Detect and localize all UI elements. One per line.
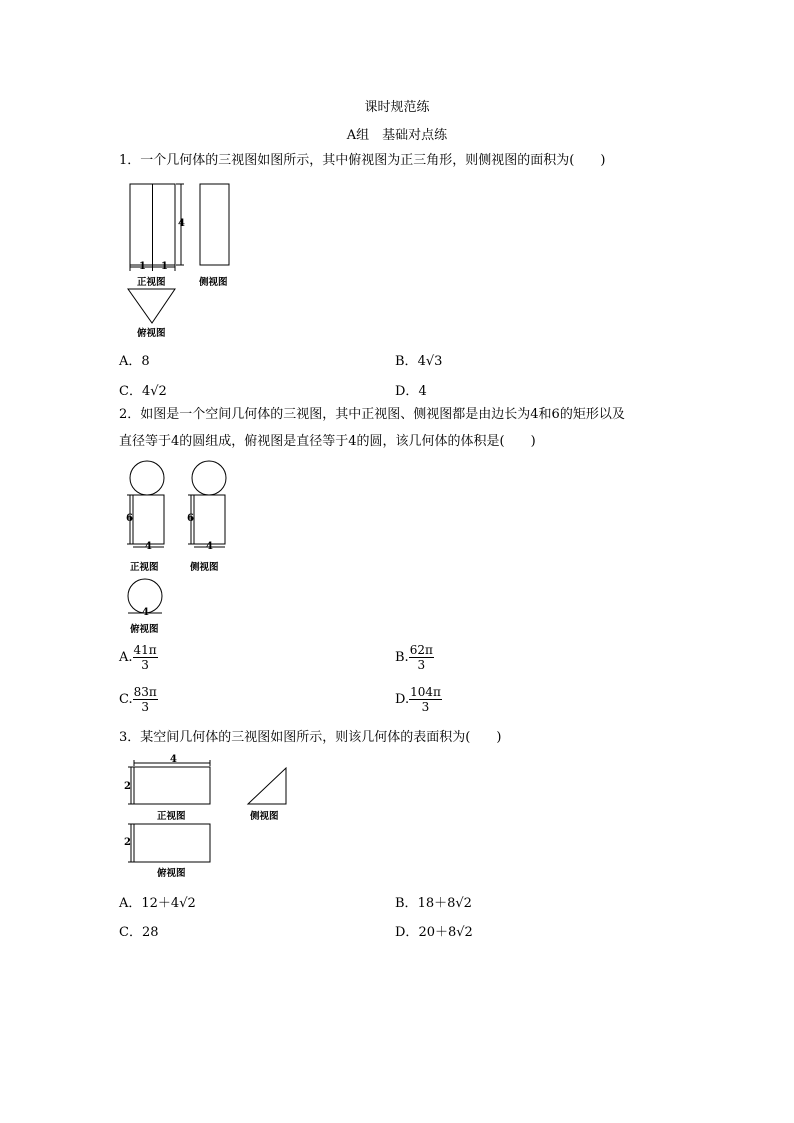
option-letter: D． [395,925,419,940]
q3-option-b[interactable] [395,892,472,911]
q2-top-label: 俯视图 [130,624,159,635]
option-letter: C. [119,692,133,707]
option-letter: D. [395,692,410,707]
q3-side-triangle [248,768,286,804]
q3-dim-width: 4 [170,754,177,765]
option-value: 28 [141,925,159,940]
q2-side-label: 侧视图 [190,562,219,573]
fraction-denominator: 3 [141,700,150,714]
q3-dim-top-height: 2 [124,837,131,848]
fraction-numerator: 83π [133,685,157,699]
option-letter: A． [119,896,142,911]
q1-dim-w2: 1 [161,261,168,272]
q3-option-d[interactable] [395,921,473,940]
fraction-denominator: 3 [141,658,149,672]
option-letter: A． [119,354,142,369]
q3-option-a[interactable] [119,892,196,911]
option-value: 4√3 [417,354,443,369]
fraction-numerator: 104π [410,685,441,699]
fraction-denominator: 3 [417,658,426,672]
q3-option-c[interactable] [119,921,159,940]
q3-front-rect [134,767,210,804]
q1-top-label: 俯视图 [137,328,166,339]
q1-dim-height: 4 [178,218,185,229]
question-1-text: 1．一个几何体的三视图如图所示，其中俯视图为正三角形，则侧视图的面积为( ) [119,153,606,168]
option-value: 20＋8√2 [418,925,473,940]
option-letter: A. [119,650,133,665]
q1-side-label: 侧视图 [199,277,228,288]
q1-dim-w1: 1 [139,261,146,272]
q2-side-dim-width: 4 [206,541,213,552]
option-letter: C． [119,925,142,940]
option-letter: B. [395,650,409,665]
section-subtitle: A组 基础对点练 [346,128,448,143]
fraction-numerator: 62π [409,643,433,657]
q3-side-label: 侧视图 [250,811,279,822]
option-letter: B． [395,354,418,369]
q3-top-rect [134,824,210,862]
q2-front-label: 正视图 [130,562,159,573]
q2-side-dim-height: 6 [187,513,194,524]
q3-top-label: 俯视图 [157,868,186,879]
q3-dim-front-height: 2 [124,781,131,792]
fraction-numerator: 41π [133,643,157,657]
option-value: 12＋4√2 [141,896,196,911]
q3-front-label: 正视图 [157,811,186,822]
option-value: 18＋8√2 [417,896,472,911]
q2-front-dim-width: 4 [145,541,152,552]
question-3-text: 3．某空间几何体的三视图如图所示，则该几何体的表面积为( ) [119,730,502,745]
option-value: 4√2 [141,384,167,399]
q2-front-dim-height: 6 [126,513,133,524]
page-title: 课时规范练 [364,100,430,115]
question-2-text-line1: 2．如图是一个空间几何体的三视图，其中正视图、侧视图都是由边长为4和6的矩形以及 [119,407,625,422]
question-2-text-line2: 直径等于4的圆组成，俯视图是直径等于4的圆，该几何体的体积是( ) [119,434,536,449]
fraction-denominator: 3 [421,700,430,714]
option-letter: C． [119,384,142,399]
q2-top-dim-width: 4 [142,607,149,618]
option-letter: B． [395,896,418,911]
option-value: 4 [418,384,427,399]
option-value: 8 [141,354,150,369]
option-letter: D． [395,384,419,399]
q1-front-label: 正视图 [137,277,166,288]
